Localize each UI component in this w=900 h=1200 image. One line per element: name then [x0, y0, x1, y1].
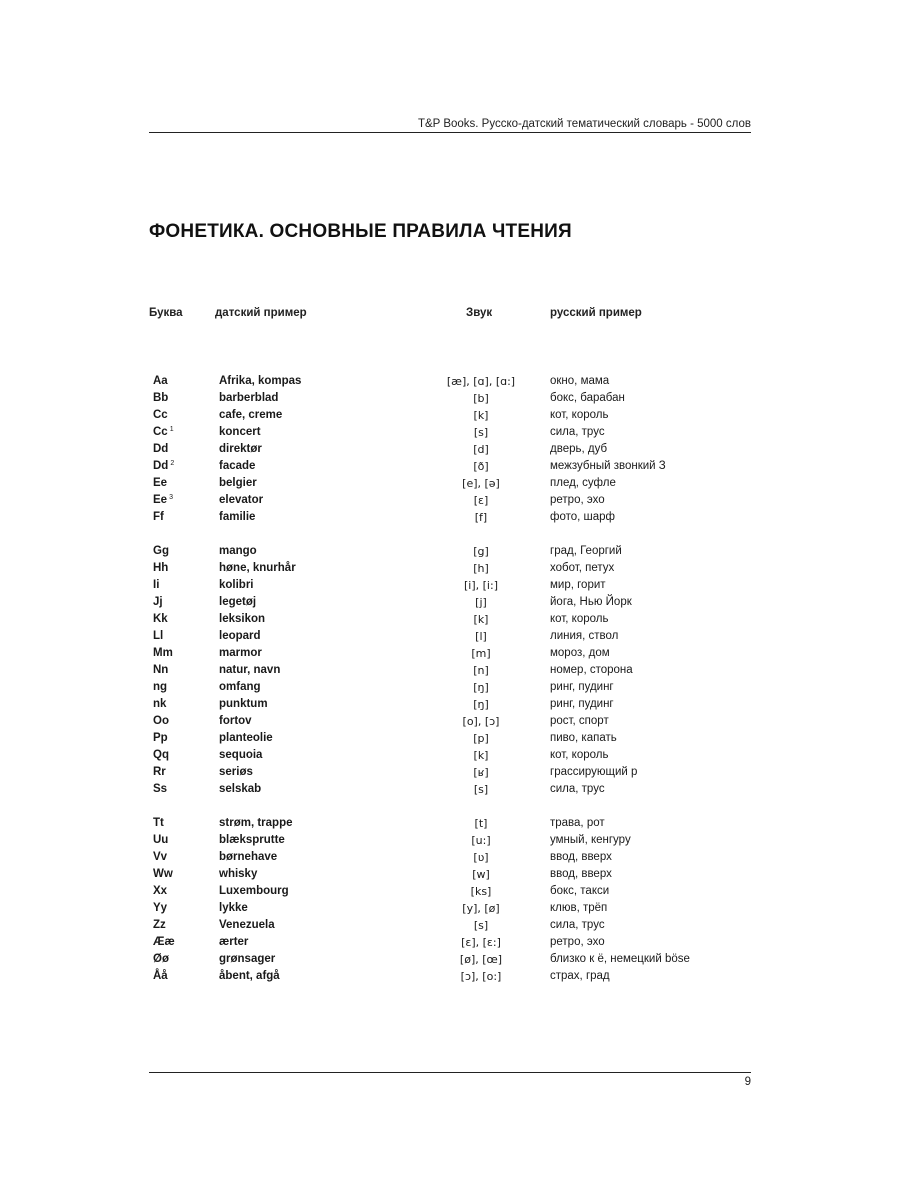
sound-cell: [k] [473, 409, 489, 422]
danish-example-cell: leopard [219, 630, 261, 642]
russian-example-cell: плед, суфле [550, 477, 616, 489]
page-number: 9 [744, 1076, 751, 1088]
letter-cell [153, 866, 173, 883]
sound-cell: [ð] [473, 460, 489, 473]
danish-example-cell: legetøj [219, 596, 257, 608]
letter-cell [153, 441, 168, 458]
table-row [0, 577, 900, 594]
footnote-marker: 2 [170, 460, 175, 467]
sound-cell: [p] [473, 732, 489, 745]
sound-cell: [ʁ] [473, 766, 489, 779]
table-row [0, 611, 900, 628]
letter-cell [153, 781, 167, 798]
table-row [0, 475, 900, 492]
sound-cell: [k] [473, 613, 489, 626]
russian-example-cell: умный, кенгуру [550, 834, 631, 846]
letter-text: Tt [153, 817, 164, 829]
table-row [0, 560, 900, 577]
letter-cell [153, 458, 174, 476]
letter-text: Dd [153, 460, 169, 472]
russian-example-cell: трава, рот [550, 817, 605, 829]
letter-cell [153, 407, 168, 424]
sound-cell: [i], [i:] [464, 579, 498, 592]
danish-example-cell: strøm, trappe [219, 817, 293, 829]
letter-cell [153, 475, 167, 492]
danish-example-cell: blæksprutte [219, 834, 285, 846]
sound-cell: [l] [475, 630, 487, 643]
russian-example-cell: кот, король [550, 749, 609, 761]
sound-cell: [æ], [ɑ], [ɑ:] [446, 375, 516, 388]
russian-example-cell: мир, горит [550, 579, 606, 591]
sound-cell: [f] [474, 511, 488, 524]
letter-text: Dd [153, 443, 169, 455]
table-row [0, 832, 900, 849]
russian-example-cell: ретро, эхо [550, 494, 605, 506]
russian-example-cell: рост, спорт [550, 715, 609, 727]
russian-example-cell: фото, шарф [550, 511, 616, 523]
letter-text: ng [153, 681, 168, 693]
danish-example-cell: marmor [219, 647, 262, 659]
table-row [0, 645, 900, 662]
letter-text: Ee [153, 494, 168, 506]
danish-example-cell: leksikon [219, 613, 266, 625]
page-title: ФОНЕТИКА. ОСНОВНЫЕ ПРАВИЛА ЧТЕНИЯ [149, 221, 572, 242]
sound-cell: [ŋ] [473, 681, 489, 694]
russian-example-cell: сила, трус [550, 919, 605, 931]
letter-text: Oo [153, 715, 169, 727]
letter-cell [153, 883, 167, 900]
column-header-sound: Звук [466, 307, 493, 319]
table-row [0, 441, 900, 458]
russian-example-cell: грассирующий р [550, 766, 638, 778]
russian-example-cell: ввод, вверх [550, 851, 612, 863]
danish-example-cell: Afrika, kompas [219, 375, 302, 387]
letter-cell [153, 509, 164, 526]
letter-cell [153, 611, 168, 628]
russian-example-cell: межзубный звонкий З [550, 460, 666, 472]
letter-cell [153, 815, 164, 832]
letter-text: Cc [153, 409, 168, 421]
danish-example-cell: seriøs [219, 766, 253, 778]
letter-cell [153, 713, 169, 730]
column-header-russian: русский пример [550, 307, 642, 319]
letter-text: Pp [153, 732, 168, 744]
danish-example-cell: mango [219, 545, 257, 557]
letter-text: Cc [153, 426, 168, 438]
danish-example-cell: planteolie [219, 732, 273, 744]
russian-example-cell: кот, король [550, 613, 609, 625]
letter-cell [153, 645, 173, 662]
russian-example-cell: страх, град [550, 970, 610, 982]
table-row [0, 866, 900, 883]
sound-cell: [ʋ] [473, 851, 489, 864]
danish-example-cell: selskab [219, 783, 262, 795]
letter-cell [153, 917, 166, 934]
danish-example-cell: høne, knurhår [219, 562, 296, 574]
sound-cell: [ŋ] [473, 698, 489, 711]
danish-example-cell: Luxembourg [219, 885, 289, 897]
russian-example-cell: пиво, капать [550, 732, 617, 744]
table-row [0, 679, 900, 696]
letter-cell [153, 373, 168, 390]
danish-example-cell: belgier [219, 477, 257, 489]
table-row [0, 492, 900, 509]
letter-cell [153, 934, 175, 951]
letter-cell [153, 628, 163, 645]
sound-cell: [m] [471, 647, 491, 660]
russian-example-cell: ринг, пудинг [550, 698, 614, 710]
letter-cell [153, 662, 168, 679]
table-row [0, 747, 900, 764]
russian-example-cell: дверь, дуб [550, 443, 608, 455]
table-row [0, 390, 900, 407]
sound-cell: [s] [473, 426, 489, 439]
russian-example-cell: близко к ё, немецкий böse [550, 953, 690, 965]
letter-cell [153, 390, 168, 407]
letter-cell [153, 543, 169, 560]
russian-example-cell: номер, сторона [550, 664, 633, 676]
russian-example-cell: сила, трус [550, 426, 605, 438]
table-row [0, 628, 900, 645]
letter-cell [153, 832, 168, 849]
danish-example-cell: fortov [219, 715, 252, 727]
sound-cell: [d] [473, 443, 489, 456]
letter-text: Nn [153, 664, 169, 676]
letter-text: Kk [153, 613, 168, 625]
russian-example-cell: ринг, пудинг [550, 681, 614, 693]
russian-example-cell: ретро, эхо [550, 936, 605, 948]
letter-cell [153, 730, 168, 747]
sound-cell: [o], [ɔ] [462, 715, 500, 728]
letter-cell [153, 747, 169, 764]
running-header: T&P Books. Русско-датский тематический словарь - 5000 слов [417, 118, 751, 130]
danish-example-cell: lykke [219, 902, 248, 914]
letter-text: Qq [153, 749, 169, 761]
sound-cell: [s] [473, 919, 489, 932]
russian-example-cell: окно, мама [550, 375, 610, 387]
letter-text: Zz [153, 919, 166, 931]
table-row [0, 713, 900, 730]
letter-cell [153, 679, 167, 696]
sound-cell: [s] [473, 783, 489, 796]
footer-divider [149, 1072, 751, 1073]
sound-cell: [ɔ], [o:] [460, 970, 502, 983]
russian-example-cell: линия, ствол [550, 630, 619, 642]
russian-example-cell: град, Георгий [550, 545, 622, 557]
letter-text: Ll [153, 630, 164, 642]
letter-cell [153, 492, 173, 510]
footnote-marker: 3 [169, 494, 173, 501]
danish-example-cell: grønsager [219, 953, 276, 965]
danish-example-cell: barberblad [219, 392, 279, 404]
danish-example-cell: koncert [219, 426, 261, 438]
table-row [0, 934, 900, 951]
table-row [0, 458, 900, 475]
russian-example-cell: мороз, дом [550, 647, 610, 659]
danish-example-cell: facade [219, 460, 256, 472]
russian-example-cell: хобот, петух [550, 562, 615, 574]
sound-cell: [g] [473, 545, 489, 558]
letter-text: Uu [153, 834, 169, 846]
letter-cell [153, 951, 169, 968]
sound-cell: [b] [473, 392, 489, 405]
sound-cell: [w] [472, 868, 490, 881]
russian-example-cell: кот, король [550, 409, 609, 421]
sound-cell: [n] [473, 664, 489, 677]
table-row [0, 764, 900, 781]
table-row [0, 781, 900, 798]
sound-cell: [k] [473, 749, 489, 762]
table-row [0, 951, 900, 968]
letter-text: Åå [153, 970, 168, 982]
sound-cell: [e], [ə] [462, 477, 500, 490]
danish-example-cell: cafe, creme [219, 409, 283, 421]
letter-cell [153, 594, 163, 611]
footnote-marker: 1 [169, 426, 174, 433]
danish-example-cell: elevator [219, 494, 264, 506]
phonetics-table [0, 373, 900, 985]
russian-example-cell: сила, трус [550, 783, 605, 795]
table-row [0, 883, 900, 900]
letter-text: Jj [153, 596, 163, 608]
letter-text: Øø [153, 953, 169, 965]
letter-text: Rr [153, 766, 166, 778]
danish-example-cell: børnehave [219, 851, 278, 863]
letter-cell [153, 424, 174, 442]
danish-example-cell: whisky [219, 868, 258, 880]
letter-cell [153, 849, 167, 866]
letter-text: Ss [153, 783, 168, 795]
letter-text: Mm [153, 647, 173, 659]
table-row [0, 696, 900, 713]
column-header-letter: Буква [149, 307, 183, 319]
header-divider [149, 132, 751, 133]
danish-example-cell: natur, navn [219, 664, 281, 676]
sound-cell: [h] [473, 562, 489, 575]
letter-text: Hh [153, 562, 169, 574]
sound-cell: [ɛ], [ɛ:] [461, 936, 501, 949]
letter-text: nk [153, 698, 167, 710]
russian-example-cell: ввод, вверх [550, 868, 612, 880]
letter-cell [153, 560, 168, 577]
russian-example-cell: бокс, барабан [550, 392, 625, 404]
danish-example-cell: ærter [219, 936, 249, 948]
letter-cell [153, 968, 168, 985]
danish-example-cell: familie [219, 511, 256, 523]
letter-text: Ww [153, 868, 173, 880]
russian-example-cell: клюв, трёп [550, 902, 608, 914]
table-row [0, 849, 900, 866]
letter-text: Ii [153, 579, 160, 591]
letter-cell [153, 577, 159, 594]
letter-text: Ee [153, 477, 168, 489]
table-row [0, 968, 900, 985]
sound-cell: [ks] [470, 885, 492, 898]
sound-cell: [t] [474, 817, 488, 830]
table-row [0, 662, 900, 679]
letter-cell [153, 900, 167, 917]
danish-example-cell: direktør [219, 443, 262, 455]
letter-text: Yy [153, 902, 168, 914]
table-row [0, 730, 900, 747]
table-row [0, 815, 900, 832]
column-header-danish: датский пример [215, 307, 307, 319]
letter-text: Aa [153, 375, 168, 387]
table-row [0, 407, 900, 424]
danish-example-cell: sequoia [219, 749, 263, 761]
sound-cell: [y], [ø] [462, 902, 500, 915]
danish-example-cell: omfang [219, 681, 261, 693]
danish-example-cell: åbent, afgå [219, 970, 280, 982]
letter-text: Ff [153, 511, 164, 523]
danish-example-cell: punktum [219, 698, 268, 710]
letter-text: Vv [153, 851, 168, 863]
sound-cell: [u:] [471, 834, 491, 847]
danish-example-cell: kolibri [219, 579, 254, 591]
sound-cell: [j] [475, 596, 487, 609]
table-row [0, 509, 900, 526]
letter-text: Gg [153, 545, 169, 557]
letter-cell [153, 696, 166, 713]
letter-text: Xx [153, 885, 168, 897]
table-row [0, 373, 900, 390]
russian-example-cell: бокс, такси [550, 885, 610, 897]
table-row [0, 424, 900, 441]
table-row [0, 594, 900, 611]
table-row [0, 900, 900, 917]
letter-text: Bb [153, 392, 169, 404]
russian-example-cell: йога, Нью Йорк [550, 596, 632, 608]
letter-text: Ææ [153, 936, 175, 948]
sound-cell: [ɛ] [473, 494, 489, 507]
sound-cell: [ø], [œ] [459, 953, 503, 966]
table-row [0, 543, 900, 560]
danish-example-cell: Venezuela [219, 919, 275, 931]
table-row [0, 917, 900, 934]
letter-cell [153, 764, 166, 781]
